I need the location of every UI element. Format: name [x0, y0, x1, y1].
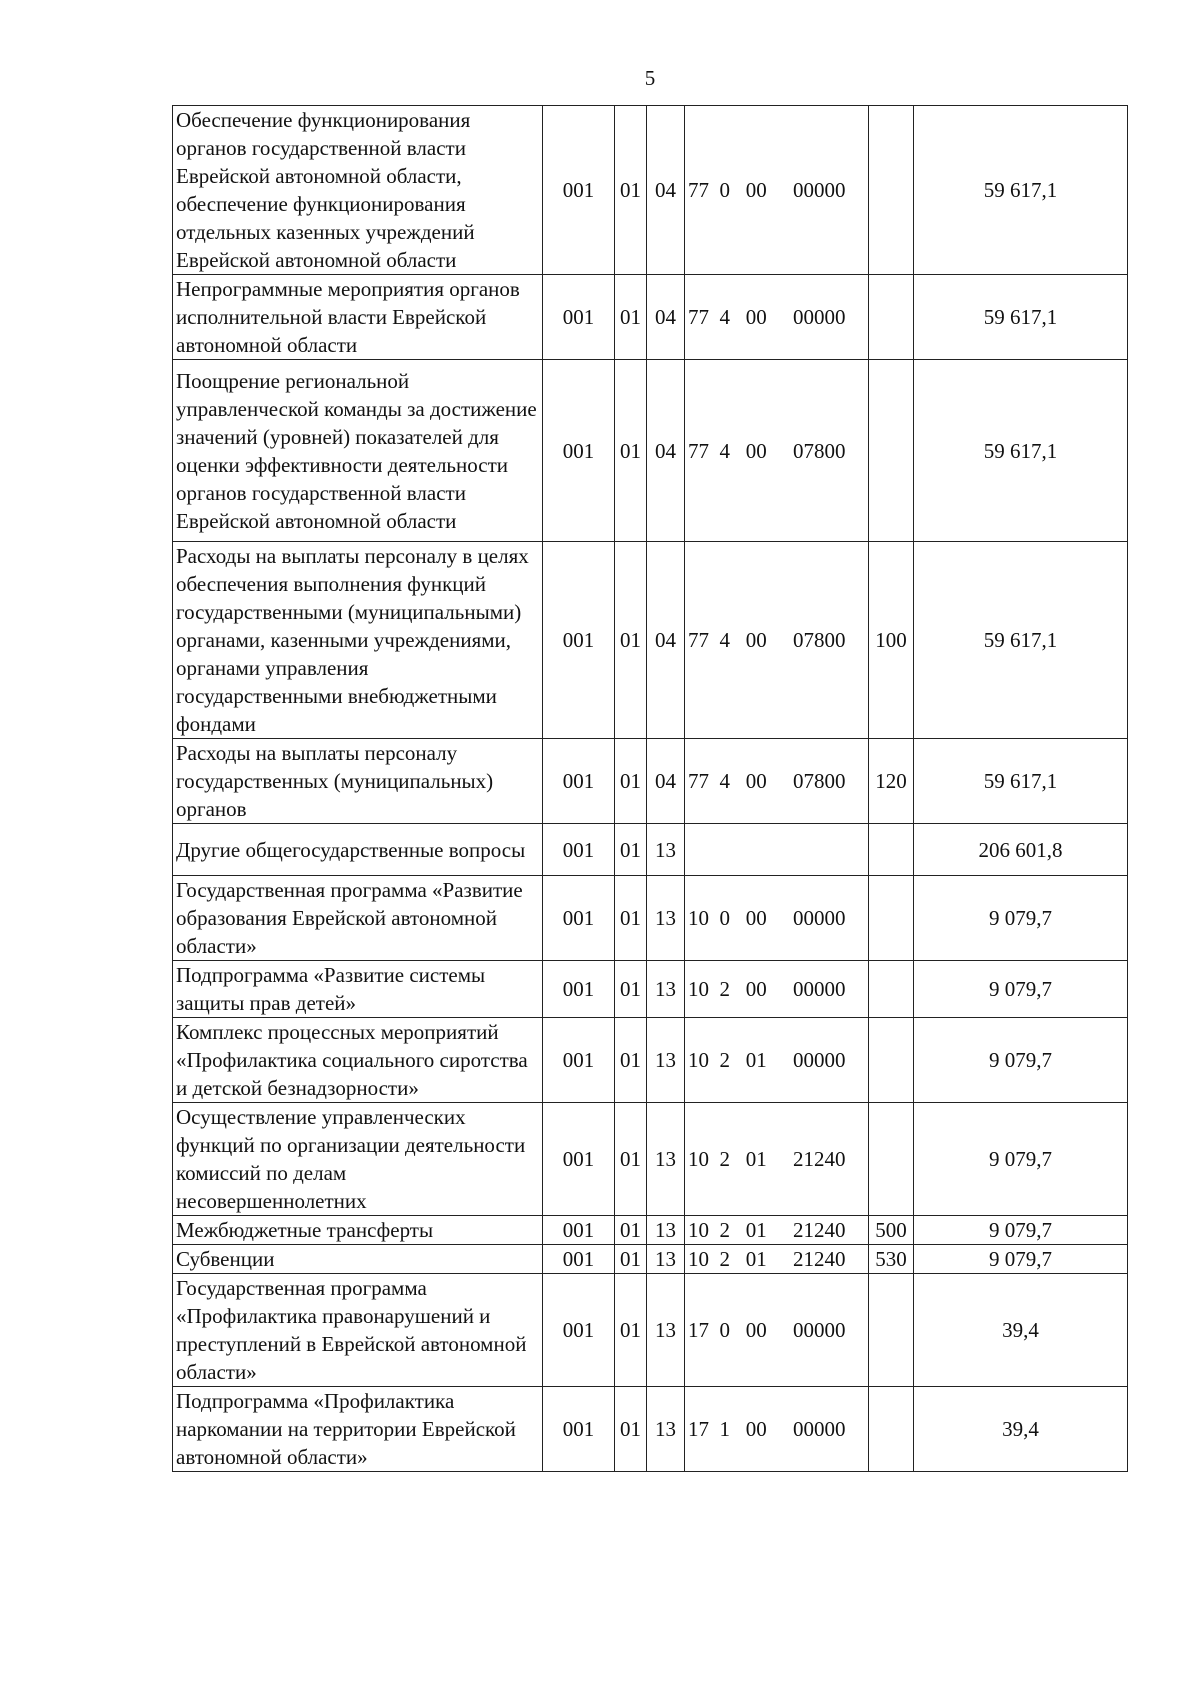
- cell-expense-type: [869, 824, 914, 876]
- cell-amount: 9 079,7: [914, 1216, 1128, 1245]
- cell-section-code: 01: [615, 1216, 647, 1245]
- cell-subsection-code: 13: [647, 1018, 685, 1103]
- cell-expense-type: 500: [869, 1216, 914, 1245]
- cell-subsection-code: 13: [647, 1387, 685, 1472]
- cell-subsection-code: 13: [647, 1103, 685, 1216]
- cell-subsection-code: 04: [647, 739, 685, 824]
- cell-name: Другие общегосударственные вопросы: [173, 824, 543, 876]
- cell-target-article: 77 4 00 07800: [685, 739, 869, 824]
- cell-amount: 59 617,1: [914, 106, 1128, 275]
- cell-amount: 59 617,1: [914, 542, 1128, 739]
- table-row: [173, 275, 1128, 360]
- cell-expense-type: [869, 876, 914, 961]
- cell-target-article: 77 4 00 00000: [685, 275, 869, 360]
- cell-name: Подпрограмма «Профилактика наркомании на территории Еврейской автономной области»: [173, 1387, 543, 1472]
- cell-ministry-code: 001: [543, 824, 615, 876]
- cell-expense-type: [869, 1274, 914, 1387]
- cell-amount: 9 079,7: [914, 1103, 1128, 1216]
- cell-target-article: 77 0 00 00000: [685, 106, 869, 275]
- cell-amount: 9 079,7: [914, 876, 1128, 961]
- cell-ministry-code: 001: [543, 876, 615, 961]
- table-row: [173, 824, 1128, 876]
- cell-expense-type: [869, 1103, 914, 1216]
- cell-amount: 206 601,8: [914, 824, 1128, 876]
- cell-ministry-code: 001: [543, 1103, 615, 1216]
- cell-expense-type: [869, 275, 914, 360]
- cell-ministry-code: 001: [543, 1387, 615, 1472]
- cell-subsection-code: 04: [647, 275, 685, 360]
- cell-ministry-code: 001: [543, 961, 615, 1018]
- cell-section-code: 01: [615, 961, 647, 1018]
- cell-expense-type: [869, 1018, 914, 1103]
- cell-expense-type: 120: [869, 739, 914, 824]
- table-row: [173, 1245, 1128, 1274]
- cell-subsection-code: 04: [647, 542, 685, 739]
- table-row: [173, 542, 1128, 739]
- cell-subsection-code: 13: [647, 1245, 685, 1274]
- cell-target-article: 17 0 00 00000: [685, 1274, 869, 1387]
- cell-section-code: 01: [615, 542, 647, 739]
- cell-target-article: 77 4 00 07800: [685, 360, 869, 542]
- cell-target-article: 77 4 00 07800: [685, 542, 869, 739]
- cell-ministry-code: 001: [543, 1018, 615, 1103]
- cell-section-code: 01: [615, 1103, 647, 1216]
- cell-target-article: [685, 824, 869, 876]
- cell-target-article: 10 2 01 21240: [685, 1245, 869, 1274]
- cell-subsection-code: 13: [647, 824, 685, 876]
- cell-section-code: 01: [615, 876, 647, 961]
- table-body: [173, 106, 1128, 1472]
- table-row: [173, 739, 1128, 824]
- cell-ministry-code: 001: [543, 106, 615, 275]
- cell-ministry-code: 001: [543, 739, 615, 824]
- cell-section-code: 01: [615, 1245, 647, 1274]
- cell-name: Осуществление управленческих функций по организации деятельности комиссий по делам несовершеннолетних: [173, 1103, 543, 1216]
- cell-name: Комплекс процессных мероприятий «Профилактика социального сиротства и детской безнадзорности»: [173, 1018, 543, 1103]
- cell-name: Обеспечение функционирования органов государственной власти Еврейской автономной области, обеспечение функционирования отдельных казенных учреждений Еврейской автономной области: [173, 106, 543, 275]
- table-row: [173, 1387, 1128, 1472]
- table-row: [173, 1018, 1128, 1103]
- cell-target-article: 10 2 01 21240: [685, 1103, 869, 1216]
- cell-section-code: 01: [615, 1387, 647, 1472]
- cell-subsection-code: 13: [647, 876, 685, 961]
- cell-section-code: 01: [615, 1018, 647, 1103]
- cell-ministry-code: 001: [543, 360, 615, 542]
- cell-subsection-code: 04: [647, 106, 685, 275]
- cell-amount: 59 617,1: [914, 360, 1128, 542]
- cell-section-code: 01: [615, 824, 647, 876]
- cell-section-code: 01: [615, 275, 647, 360]
- table-row: [173, 1274, 1128, 1387]
- cell-amount: 9 079,7: [914, 1245, 1128, 1274]
- cell-name: Поощрение региональной управленческой команды за достижение значений (уровней) показателей для оценки эффективности деятельности органов государственной власти Еврейской автономной области: [173, 360, 543, 542]
- cell-section-code: 01: [615, 1274, 647, 1387]
- cell-ministry-code: 001: [543, 1216, 615, 1245]
- cell-subsection-code: 13: [647, 1216, 685, 1245]
- cell-expense-type: [869, 1387, 914, 1472]
- table-row: [173, 1103, 1128, 1216]
- table-row: [173, 1216, 1128, 1245]
- cell-subsection-code: 04: [647, 360, 685, 542]
- cell-name: Подпрограмма «Развитие системы защиты прав детей»: [173, 961, 543, 1018]
- cell-expense-type: [869, 360, 914, 542]
- cell-ministry-code: 001: [543, 1274, 615, 1387]
- cell-name: Непрограммные мероприятия органов исполнительной власти Еврейской автономной области: [173, 275, 543, 360]
- table-row: [173, 106, 1128, 275]
- cell-ministry-code: 001: [543, 1245, 615, 1274]
- table-row: [173, 876, 1128, 961]
- cell-target-article: 10 0 00 00000: [685, 876, 869, 961]
- cell-target-article: 10 2 01 21240: [685, 1216, 869, 1245]
- cell-name: Государственная программа «Профилактика правонарушений и преступлений в Еврейской автономной области»: [173, 1274, 543, 1387]
- cell-subsection-code: 13: [647, 1274, 685, 1387]
- cell-name: Государственная программа «Развитие образования Еврейской автономной области»: [173, 876, 543, 961]
- cell-ministry-code: 001: [543, 542, 615, 739]
- cell-subsection-code: 13: [647, 961, 685, 1018]
- cell-name: Расходы на выплаты персоналу государственных (муниципальных) органов: [173, 739, 543, 824]
- cell-amount: 9 079,7: [914, 1018, 1128, 1103]
- table-row: [173, 360, 1128, 542]
- cell-section-code: 01: [615, 106, 647, 275]
- cell-amount: 59 617,1: [914, 739, 1128, 824]
- cell-name: Межбюджетные трансферты: [173, 1216, 543, 1245]
- cell-section-code: 01: [615, 739, 647, 824]
- cell-expense-type: [869, 961, 914, 1018]
- cell-amount: 59 617,1: [914, 275, 1128, 360]
- cell-expense-type: [869, 106, 914, 275]
- cell-amount: 39,4: [914, 1274, 1128, 1387]
- cell-ministry-code: 001: [543, 275, 615, 360]
- budget-table: [172, 105, 1128, 1472]
- cell-target-article: 17 1 00 00000: [685, 1387, 869, 1472]
- cell-name: Расходы на выплаты персоналу в целях обеспечения выполнения функций государственными (муниципальными) органами, казенными учреждениями, органами управления государственными внебюджетными фондами: [173, 542, 543, 739]
- cell-name: Субвенции: [173, 1245, 543, 1274]
- page-number: 5: [644, 66, 656, 90]
- cell-expense-type: 100: [869, 542, 914, 739]
- cell-target-article: 10 2 00 00000: [685, 961, 869, 1018]
- cell-target-article: 10 2 01 00000: [685, 1018, 869, 1103]
- table-row: [173, 961, 1128, 1018]
- cell-expense-type: 530: [869, 1245, 914, 1274]
- cell-amount: 9 079,7: [914, 961, 1128, 1018]
- cell-section-code: 01: [615, 360, 647, 542]
- cell-amount: 39,4: [914, 1387, 1128, 1472]
